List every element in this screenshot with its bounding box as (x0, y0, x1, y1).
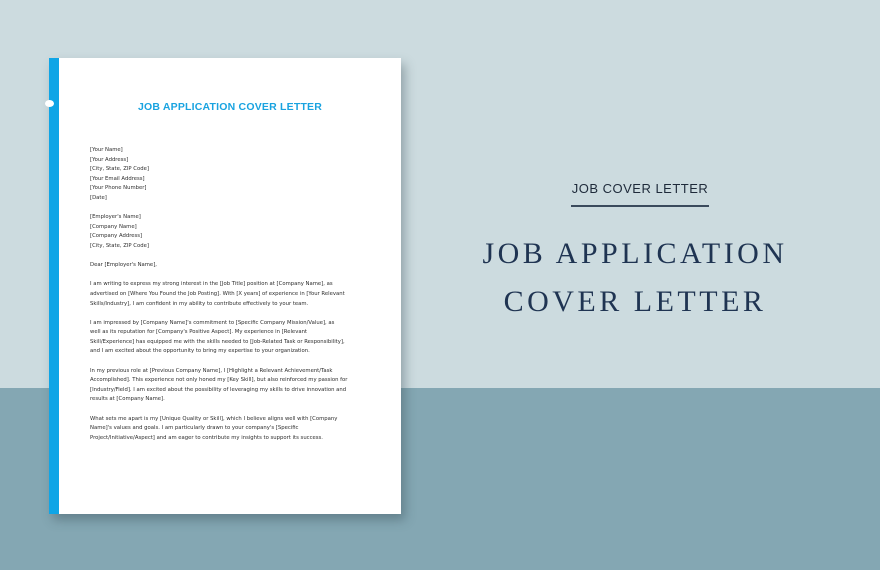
letter-document (49, 58, 401, 514)
paragraph-line: and I am excited about the opportunity to bring my expertise to your organization. (90, 348, 310, 355)
paragraph-line: Skill/Experience] has equipped me with the skills needed to [Job-Related Task or Responsibility], (90, 338, 345, 345)
letter-body (90, 146, 370, 443)
sender-line: [Date] (90, 194, 107, 201)
sender-line: [Your Email Address] (90, 175, 145, 182)
paragraph-line: Skills/Industry], I am confident in my ability to contribute effectively to your team. (90, 300, 309, 307)
recipient-block (90, 213, 370, 251)
paragraph (90, 415, 370, 444)
recipient-line: [Company Address] (90, 233, 143, 240)
paragraph-line: What sets me apart is my [Unique Quality or Skill], which I believe aligns well with [Company (90, 415, 338, 422)
paragraph-line: advertised on [Where You Found the Job Posting]. With [X years] of experience in [Your Relevant (90, 290, 345, 297)
paragraph-line: I am writing to express my strong interest in the [Job Title] position at [Company Name], as (90, 281, 333, 288)
paragraph (90, 280, 370, 309)
paragraph-line: Project/Initiative/Aspect] and am eager to contribute my insights to support its success. (90, 434, 323, 441)
paragraph (90, 319, 370, 357)
sender-line: [Your Name] (90, 147, 123, 153)
document-title: JOB APPLICATION COVER LETTER (137, 101, 323, 113)
paragraph-line: [Industry/Field]. I am excited about the possibility of leveraging my skills to drive innovation and (90, 386, 347, 393)
salutation: Dear [Employer's Name], (90, 262, 157, 269)
subtitle-underline (571, 205, 709, 207)
bar-notch (45, 100, 54, 107)
paragraph-line: Accomplished]. This experience not only honed my [Key Skill], but also reinforced my passion for (90, 377, 348, 384)
recipient-line: [City, State, ZIP Code] (90, 242, 149, 249)
paragraph-line: In my previous role at [Previous Company Name], I [Highlight a Relevant Achievement/Task (90, 367, 333, 374)
side-title-line: JOB APPLICATION (482, 237, 788, 270)
paragraph-line: well as its reputation for [Company's Positive Aspect]. My experience in [Relevant (90, 329, 308, 336)
paragraph (90, 367, 370, 405)
sender-line: [Your Phone Number] (90, 185, 147, 192)
sender-line: [City, State, ZIP Code] (90, 166, 149, 173)
recipient-line: [Employer's Name] (90, 214, 141, 221)
paragraph-line: I am impressed by [Company Name]'s commitment to [Specific Company Mission/Value], as (90, 319, 335, 326)
side-subtitle: JOB COVER LETTER (571, 181, 709, 196)
accent-bar (49, 58, 59, 514)
sender-line: [Your Address] (90, 156, 129, 163)
paragraph-line: results at [Company Name]. (90, 396, 165, 403)
side-title (470, 230, 800, 326)
sender-block (90, 146, 370, 204)
side-title-line: COVER LETTER (503, 285, 767, 318)
paragraph-line: Name]'s values and goals. I am particularly drawn to your company's [Specific (90, 425, 299, 432)
recipient-line: [Company Name] (90, 223, 137, 230)
